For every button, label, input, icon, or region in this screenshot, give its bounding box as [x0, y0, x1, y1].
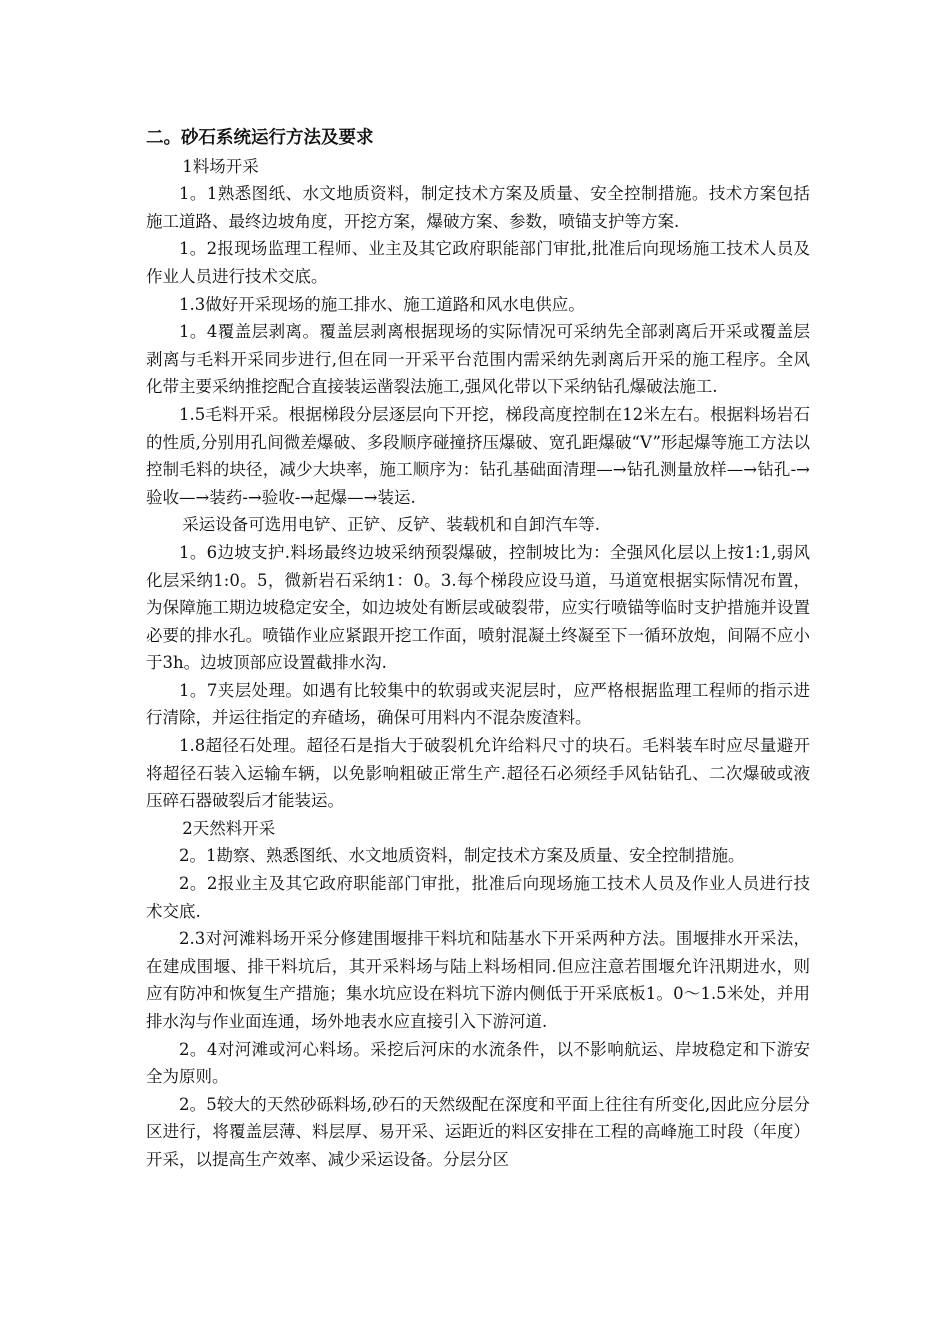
- paragraph-1-2: 1。2报现场监理工程师、业主及其它政府职能部门审批,批准后向现场施工技术人员及作业人员进行技术交底。: [146, 239, 810, 286]
- paragraph-1-3: 1.3做好开采现场的施工排水、施工道路和风水电供应。: [179, 294, 585, 314]
- paragraph-1-6: 1。6边坡支护.料场最终边坡采纳预裂爆破，控制坡比为：全强风化层以上按1:1,弱风化层采纳1:0。5，微新岩石采纳1：0。3.每个梯段应设马道，马道宽根据实际情况布置，为保障施工期边坡稳定安全，如边坡处有断层或破裂带，应实行喷锚等临时支护措施并设置必要的排水孔。喷锚作业应紧跟开挖工作面，喷射混凝土终凝至下一循环放炮，间隔不应小于3h。边坡顶部应设置截排水沟.: [146, 542, 810, 673]
- paragraph-2-1: 2。1勘察、熟悉图纸、水文地质资料，制定技术方案及质量、安全控制措施。: [179, 846, 745, 866]
- paragraph-1-4: 1。4覆盖层剥离。覆盖层剥离根据现场的实际情况可采纳先全部剥离后开采或覆盖层剥离与毛料开采同步进行,但在同一开采平台范围内需采纳先剥离后开采的施工程序。全风化带主要采纳推挖配合直接装运凿裂法施工,强风化带以下采纳钻孔爆破法施工.: [146, 322, 810, 397]
- paragraph-1-1: 1。1熟悉图纸、水文地质资料，制定技术方案及质量、安全控制措施。技术方案包括施工道路、最终边坡角度，开挖方案，爆破方案、参数，喷锚支护等方案.: [146, 184, 810, 231]
- subsection-title-2: 2天然料开采: [182, 818, 276, 838]
- paragraph-1-8: 1.8超径石处理。超径石是指大于破裂机允许给料尺寸的块石。毛料装车时应尽量避开将超径石装入运输车辆，以免影响粗破正常生产.超径石必须经手风钻钻孔、二次爆破或液压碎石器破裂后才能装运。: [146, 736, 810, 811]
- paragraph-2-5: 2。5较大的天然砂砾料场,砂石的天然级配在深度和平面上往往有所变化,因此应分层分区进行，将覆盖层薄、料层厚、易开采、运距近的料区安排在工程的高峰施工时段（年度）开采，以提高生产效率、减少采运设备。分层分区: [146, 1094, 810, 1169]
- paragraph-2-2: 2。2报业主及其它政府职能部门审批，批准后向现场施工技术人员及作业人员进行技术交底.: [146, 874, 810, 921]
- section-heading: 二。砂石系统运行方法及要求: [146, 128, 374, 148]
- paragraph-2-3: 2.3对河滩料场开采分修建围堰排干料坑和陆基水下开采两种方法。围堰排水开采法，在建成围堰、排干料坑后，其开采料场与陆上料场相同.但应注意若围堰允许汛期进水，则应有防冲和恢复生产措施；集水坑应设在料坑下游内侧低于开采底板1。0～1.5米处，并用排水沟与作业面连通，场外地表水应直接引入下游河道.: [146, 929, 810, 1031]
- subsection-title-1: 1料场开采: [182, 156, 259, 176]
- paragraph-1-5: 1.5毛料开采。根据梯段分层逐层向下开挖，梯段高度控制在12米左右。根据料场岩石的性质,分别用孔间微差爆破、多段顺序碰撞挤压爆破、宽孔距爆破“V”形起爆等施工方法以控制毛料的块径，减少大块率，施工顺序为：钻孔基础面清理—→钻孔测量放样—→钻孔-→验收—→装药-→验收-→起爆—→装运.: [146, 404, 810, 507]
- paragraph-1-7: 1。7夹层处理。如遇有比较集中的软弱或夹泥层时，应严格根据监理工程师的指示进行清除，并运往指定的弃碴场，确保可用料内不混杂废渣料。: [146, 680, 810, 728]
- paragraph-2-4: 2。4对河滩或河心料场。采挖后河床的水流条件，以不影响航运、岸坡稳定和下游安全为原则。: [146, 1039, 810, 1087]
- paragraph-equipment: 采运设备可选用电铲、正铲、反铲、装载机和自卸汽车等.: [182, 515, 601, 535]
- document-page: [146, 125, 810, 1174]
